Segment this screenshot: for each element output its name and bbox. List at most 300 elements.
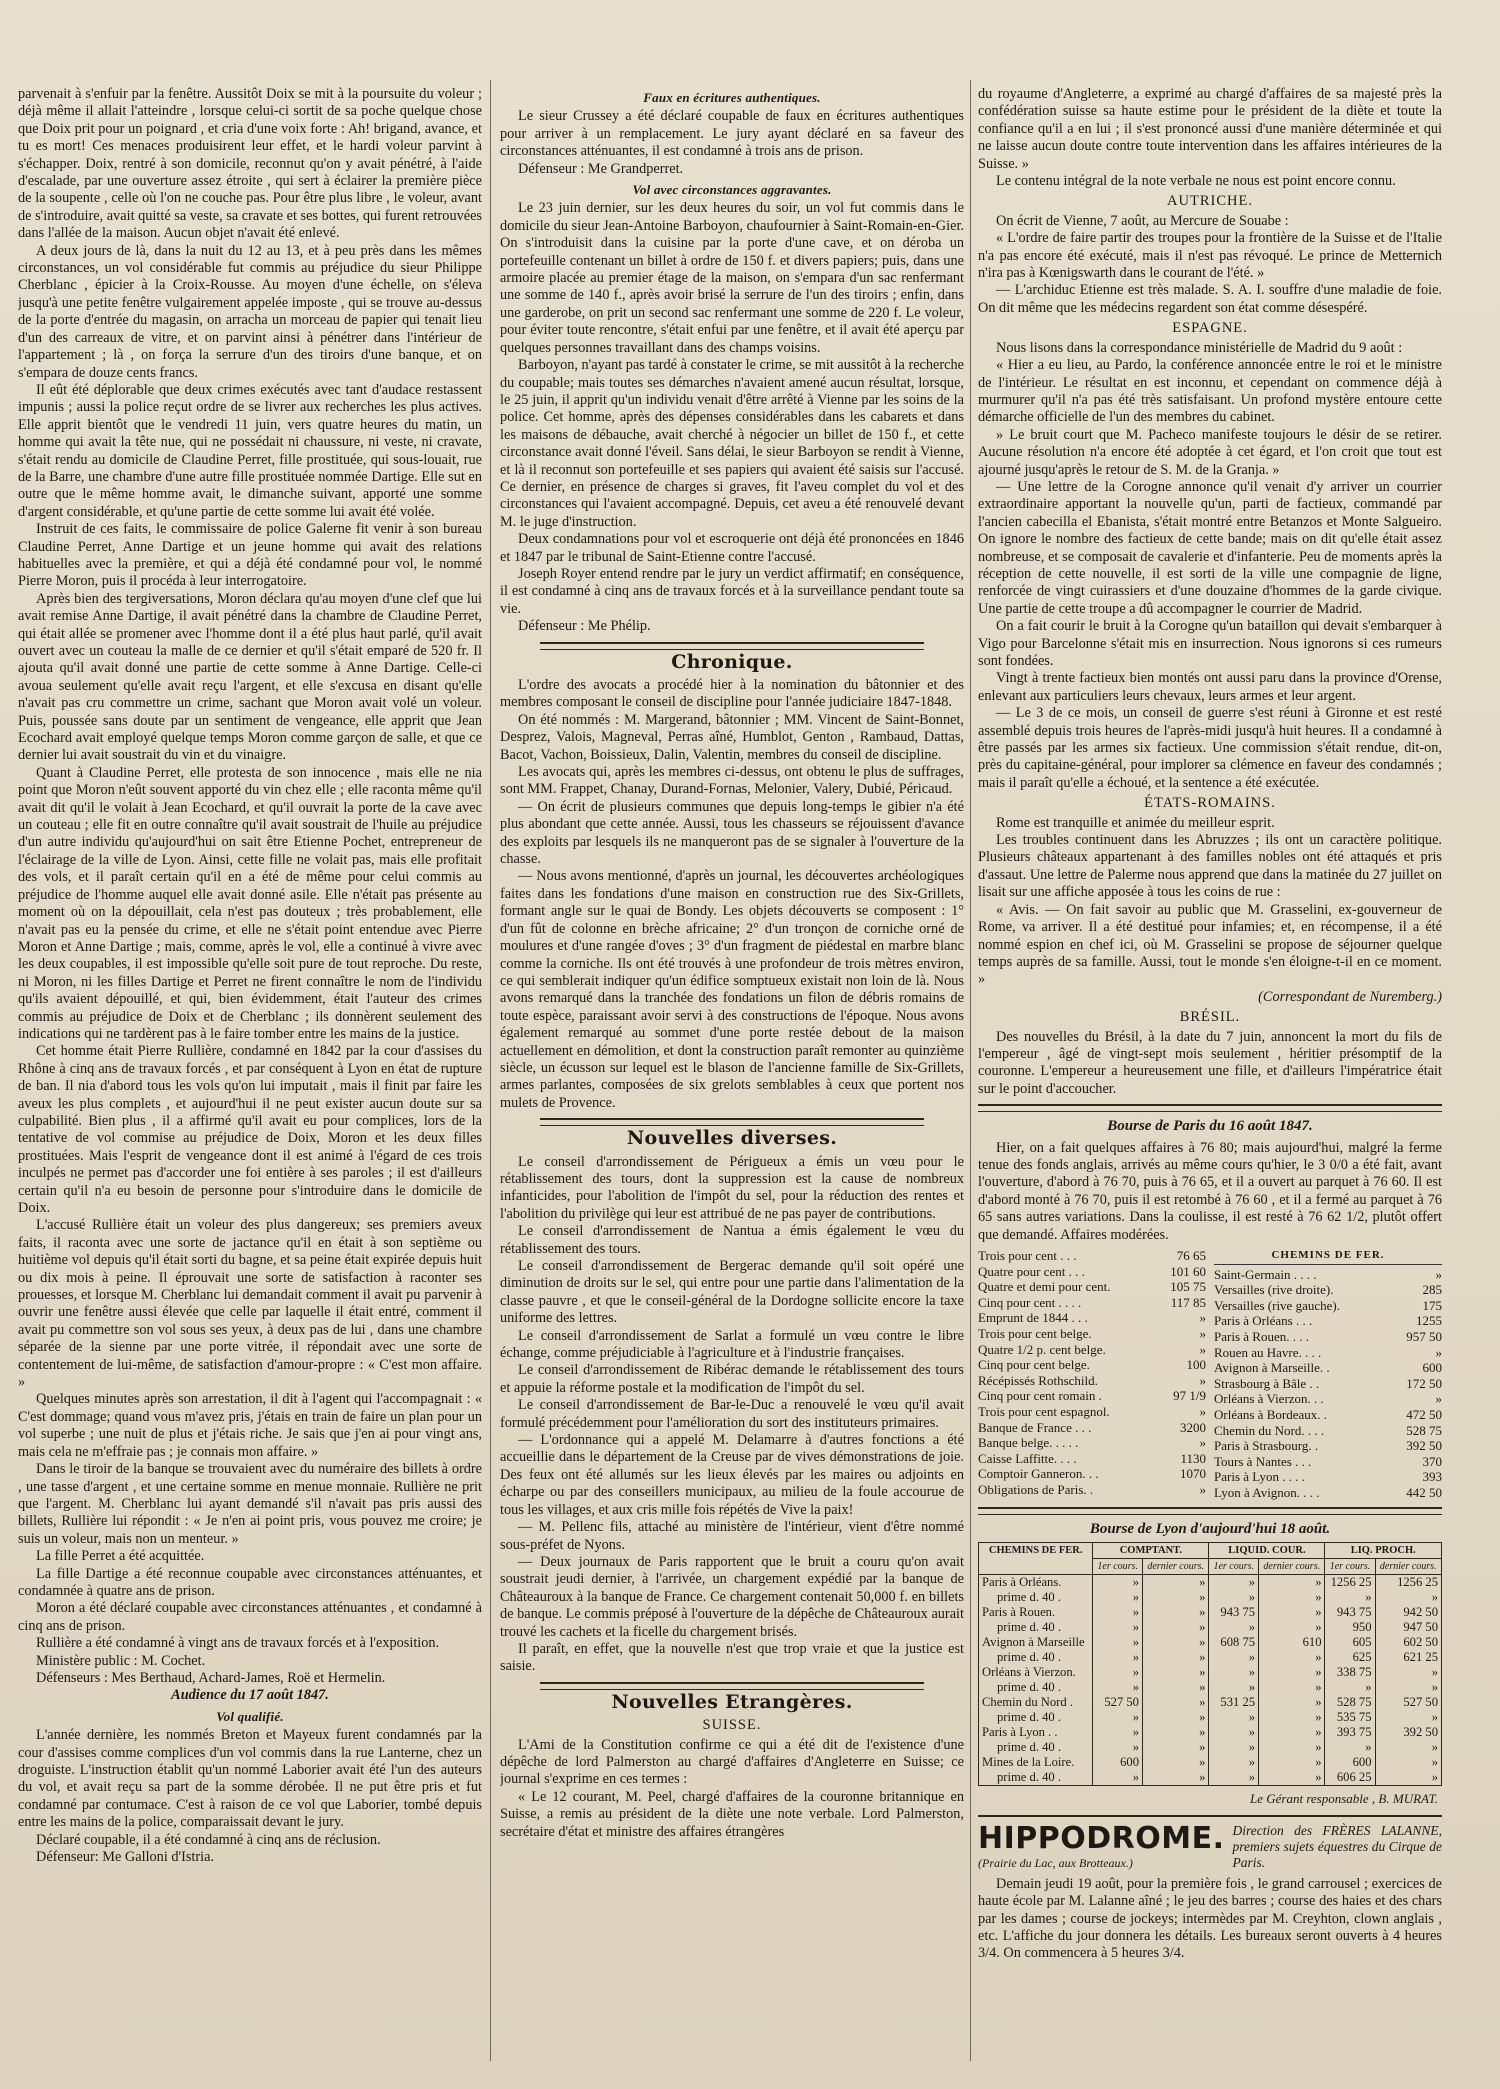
- quote-value: »: [1435, 1266, 1442, 1282]
- quote-name: Orléans à Vierzon. . .: [1214, 1391, 1324, 1407]
- table-row: [979, 1605, 1442, 1620]
- row-label: Avignon à Marseille: [979, 1635, 1093, 1650]
- paragraph: Les avocats qui, après les membres ci-dessus, ont obtenu le plus de suffrages, sont MM. Frappet, Chanay, Durand-Fornas, Melonier, Valery, Dubié, Péricaud.: [500, 764, 964, 798]
- quote-row: [978, 1466, 1206, 1482]
- table-cell: »: [1093, 1725, 1143, 1740]
- column-3: [978, 86, 1442, 2056]
- quote-value: 100: [1186, 1357, 1206, 1373]
- table-cell: »: [1142, 1620, 1208, 1635]
- quote-value: 442 50: [1406, 1484, 1442, 1500]
- paragraph: L'année dernière, les nommés Breton et Mayeux furent condamnés par la cour d'assises comme complices d'un vol commis dans la rue Lanterne, chez un droguiste. L'instruction établit qu'un nommé Laborier avait été l'un des auteurs du vol, et avait reçu sa part de la somme dérobée. Il ne put être pris et fut condamné par contumace. C'est à raison de ce vol que Laborier, tombé depuis entre les mains de la police, comparaissait devant le jury.: [18, 1727, 482, 1831]
- section-heading: Nouvelles diverses.: [626, 1127, 838, 1150]
- paragraph: Vingt à trente factieux bien montés ont aussi paru dans la province d'Orense, enlevant aux particuliers leurs chevaux, leurs armes et leur argent.: [978, 670, 1442, 704]
- country-heading: ESPAGNE.: [1172, 320, 1248, 337]
- bourse-lyon-title: Bourse de Lyon d'aujourd'hui 18 août.: [1089, 1520, 1331, 1537]
- table-row: [979, 1574, 1442, 1590]
- col-header-liquid: LIQUID. COUR.: [1209, 1542, 1325, 1558]
- quote-value: 105 75: [1170, 1279, 1206, 1295]
- table-cell: 528 75: [1325, 1695, 1375, 1710]
- section-heading: Nouvelles Etrangères.: [611, 1690, 853, 1713]
- quote-name: Trois pour cent espagnol.: [978, 1403, 1110, 1419]
- quote-row: [978, 1264, 1206, 1280]
- table-cell: »: [1093, 1574, 1143, 1590]
- quote-name: Lyon à Avignon. . . .: [1214, 1484, 1320, 1500]
- table-cell: »: [1375, 1770, 1442, 1786]
- table-cell: »: [1375, 1740, 1442, 1755]
- quote-value: 76 65: [1176, 1248, 1206, 1263]
- paragraph: parvenait à s'enfuir par la fenêtre. Aussitôt Doix se mit à la poursuite du voleur ; déjà même il allait l'atteindre , lorsque celui-ci sortit de sa poche quelque chose que Doix prit pour un poignard , et cria d'une voix forte : Ah! brigand, avance, et tu es mort! Ces menaces produisirent leur effet, et le hardi voleur parvint à s'échapper. Doix, rentré à son domicile, reconnut qu'on y avait pénétré, à l'aide d'escalade, par une ouverture assez étroite , qui sert à éclairer la première pièce de la soupente , celle où l'on ne couche pas. Pour être plus libre , le voleur, avant de s'introduire, avait quitté sa veste, sa cravate et ses bottes, qui furent retrouvées dans l'allée de la maison. Aucun objet n'avait été enlevé.: [18, 86, 482, 242]
- col-header-premier: 1er cours.: [1325, 1558, 1375, 1574]
- row-label: prime d. 40 .: [979, 1710, 1093, 1725]
- paragraph: Le conseil d'arrondissement de Bar-le-Duc a renouvelé le vœu qu'il avait formulé précédemment pour l'amélioration du sort des instituteurs primaires.: [500, 1397, 964, 1431]
- table-cell: »: [1209, 1680, 1259, 1695]
- paragraph: — Une lettre de la Corogne annonce qu'il venait d'y arriver un courrier extraordinaire apportant la nouvelle qu'un, parti de factieux, commandé par l'ancien cabecilla el Ebanista, s'était montré entre Betanzos et Monte Salgueiro. On ignore le nombre des factieux de cette bande; mais on dit qu'elle était assez nombreuse, et se composait de cavalerie et d'infanterie. Peu de moments après la réception de cette nouvelle, il est sorti de la ville une compagnie de ligne, renforcée de vingt cuirassiers et d'une douzaine d'hommes de la garde civique. Une partie de cette troupe a dû accompagner le courrier de Madrid.: [978, 478, 1442, 617]
- quote-name: Banque de France . . .: [978, 1419, 1092, 1435]
- row-label: prime d. 40 .: [979, 1620, 1093, 1635]
- quote-row: [978, 1295, 1206, 1311]
- quote-value: »: [1199, 1325, 1206, 1341]
- table-cell: »: [1142, 1725, 1208, 1740]
- table-row: [979, 1650, 1442, 1665]
- table-cell: »: [1142, 1590, 1208, 1605]
- quote-name: Paris à Strasbourg. .: [1214, 1438, 1319, 1454]
- quote-value: »: [1199, 1372, 1206, 1388]
- quote-row: [1214, 1407, 1442, 1423]
- quote-row: [978, 1342, 1206, 1358]
- quote-value: 175: [1422, 1297, 1442, 1313]
- table-cell: »: [1375, 1590, 1442, 1605]
- table-cell: »: [1209, 1574, 1259, 1590]
- section-rule: [540, 642, 924, 650]
- paragraph: Joseph Royer entend rendre par le jury un verdict affirmatif; en conséquence, il est condamné à cinq ans de travaux forcés et à la surveillance pendant toute sa vie.: [500, 565, 964, 617]
- quote-value: »: [1435, 1391, 1442, 1407]
- table-cell: »: [1142, 1680, 1208, 1695]
- table-cell: 943 75: [1325, 1605, 1375, 1620]
- table-cell: »: [1142, 1574, 1208, 1590]
- table-cell: »: [1259, 1665, 1325, 1680]
- table-cell: »: [1093, 1650, 1143, 1665]
- table-cell: »: [1325, 1680, 1375, 1695]
- quote-value: 1130: [1180, 1450, 1206, 1466]
- paragraph: — Nous avons mentionné, d'après un journal, les découvertes archéologiques faites dans les fondations d'une maison en construction rue des Six-Grillets, formant angle sur le quai de Bondy. Les objets découverts se composent : 1° d'un fût de colonne en brèche africaine; 2° d'un tronçon de corniche orné de moulures et d'une rangée d'oves ; 3° d'un fragment de piédestal en marbre blanc comme la corniche. Ils ont été trouvés à une profondeur de trois mètres environ, ce qui semblerait indiquer qu'un édifice somptueux existait non loin de là. Nous avons remarqué dans la tranchée des fondations un filon de débris romains de toute espèce, paraissant avoir servi à des constructions de l'époque. Nous avons également remarqué au sommet d'une porte restée debout de la maison actuellement en démolition, et dont la construction paraît remonter au quinzième siècle, un écusson sur lequel est le blason de l'ancienne famille de Six-Grillets, armes parlantes, composées de six grelots semblables à ceux que portent nos mulets de Provence.: [500, 868, 964, 1111]
- quote-row: [978, 1482, 1206, 1498]
- hippodrome-location: (Prairie du Lac, aux Brotteaux.): [978, 1856, 1133, 1871]
- gerant-signature: Le Gérant responsable , B. MURAT.: [1250, 1790, 1438, 1806]
- quote-name: Strasbourg à Bâle . .: [1214, 1375, 1320, 1391]
- paragraph: « L'ordre de faire partir des troupes pour la frontière de la Suisse et de l'Italie n'a pas encore été exécuté, mais il n'est pas révoqué. Le prince de Metternich n'ira pas à Kœnigswarth dans le courant de l'été. »: [978, 230, 1442, 282]
- row-label: prime d. 40 .: [979, 1590, 1093, 1605]
- quote-value: 172 50: [1406, 1375, 1442, 1391]
- hippodrome-name: HIPPODROME.: [978, 1821, 1225, 1857]
- paragraph: La fille Perret a été acquittée.: [36, 1548, 205, 1565]
- table-cell: »: [1209, 1725, 1259, 1740]
- quote-value: 117 85: [1170, 1294, 1206, 1310]
- column-divider: [490, 80, 491, 2061]
- paragraph: Quelques minutes après son arrestation, il dit à l'agent qui l'accompagnait : « C'est dommage; quand vous m'avez pris, j'étais en train de faire un plan pour un vol superbe ; une nuit de plus et j'étais riche. Je sais que j'en ai pour vingt ans, mais cela ne m'effraie pas ; je connais mon affaire. »: [18, 1391, 482, 1460]
- chemins-list: [1214, 1248, 1442, 1501]
- table-cell: »: [1093, 1605, 1143, 1620]
- table-cell: »: [1209, 1755, 1259, 1770]
- paragraph: Le conseil d'arrondissement de Bergerac demande qu'il soit opéré une diminution de droits sur le sel, qui entre pour une partie dans l'alimentation de la classe pauvre , et que le conseil-général de la Dordogne sollicite encore la taxe uniforme des lettres.: [500, 1258, 964, 1327]
- table-cell: »: [1209, 1620, 1259, 1635]
- paragraph: Défenseurs : Mes Berthaud, Achard-James, Roë et Hermelin.: [36, 1669, 386, 1686]
- correspondent-credit: (Correspondant de Nuremberg.): [1258, 988, 1442, 1005]
- table-row: [979, 1620, 1442, 1635]
- quote-name: Obligations de Paris. .: [978, 1481, 1094, 1497]
- quote-row: [1214, 1282, 1442, 1298]
- quote-value: »: [1199, 1341, 1206, 1357]
- quote-name: Cinq pour cent romain .: [978, 1388, 1102, 1404]
- quote-value: 600: [1422, 1360, 1442, 1376]
- hippodrome-text: Demain jeudi 19 août, pour la première fois , le grand carrousel ; exercices de haute école par M. Lalanne aîné ; le jeu des barres ; course des haies et des chars par les dames ; course de jockeys; intermèdes par M. Creyhton, clown anglais , etc. L'affiche du jour donnera les détails. Les bureaux seront ouverts à 4 heures 3/4. On commencera à 5 heures 3/4.: [978, 1875, 1442, 1962]
- paragraph: « Hier a eu lieu, au Pardo, la conférence annoncée entre le roi et le ministre de l'intérieur. Le résultat en est inconnu, et cependant on commence déjà à murmurer qu'il n'a pas été très satisfaisant. Un profond mystère entoure cette démarche officielle de l'un des membres du cabinet.: [978, 357, 1442, 426]
- quote-name: Orléans à Bordeaux. .: [1214, 1406, 1327, 1422]
- table-cell: 535 75: [1325, 1710, 1375, 1725]
- table-cell: »: [1209, 1740, 1259, 1755]
- quote-value: 393: [1422, 1469, 1442, 1485]
- quote-value: »: [1199, 1435, 1206, 1451]
- row-label: Paris à Lyon . .: [979, 1725, 1093, 1740]
- bourse-paris-quotes: [978, 1248, 1442, 1501]
- quote-row: [1214, 1391, 1442, 1407]
- paragraph: Ministère public : M. Cochet.: [36, 1652, 206, 1669]
- quote-row: [978, 1451, 1206, 1467]
- column-divider: [970, 80, 971, 2061]
- row-label: Mines de la Loire.: [979, 1755, 1093, 1770]
- table-cell: »: [1375, 1710, 1442, 1725]
- table-cell: »: [1142, 1605, 1208, 1620]
- quote-name: Emprunt de 1844 . . .: [978, 1310, 1088, 1326]
- paragraph: Le conseil d'arrondissement de Nantua a émis également le vœu du rétablissement des tours.: [500, 1223, 964, 1257]
- quote-row: [978, 1404, 1206, 1420]
- col-header-liqproch: LIQ. PROCH.: [1325, 1542, 1442, 1558]
- col-header-premier: 1er cours.: [1209, 1558, 1259, 1574]
- quote-name: Cinq pour cent belge.: [978, 1357, 1090, 1373]
- table-row: [979, 1680, 1442, 1695]
- paragraph: La fille Dartige a été reconnue coupable avec circonstances atténuantes, et condamnée à quatre ans de prison.: [18, 1565, 482, 1599]
- row-label: Orléans à Vierzon.: [979, 1665, 1093, 1680]
- table-cell: 392 50: [1375, 1725, 1442, 1740]
- quote-value: 370: [1422, 1453, 1442, 1469]
- table-cell: »: [1142, 1695, 1208, 1710]
- paragraph: Des nouvelles du Brésil, à la date du 7 juin, annoncent la mort du fils de l'empereur , âgé de vingt-sept mois seulement , héritier présomptif de la couronne. L'empereur a heureusement une fille, et d'ailleurs l'impératrice était sur le point d'accoucher.: [978, 1028, 1442, 1097]
- col-header-dernier: dernier cours.: [1142, 1558, 1208, 1574]
- quote-row: [978, 1373, 1206, 1389]
- table-cell: 527 50: [1375, 1695, 1442, 1710]
- quote-name: Tours à Nantes . . .: [1214, 1453, 1312, 1469]
- hippodrome-ad: [978, 1815, 1442, 1872]
- table-cell: »: [1259, 1695, 1325, 1710]
- paragraph: Déclaré coupable, il a été condamné à cinq ans de réclusion.: [36, 1831, 381, 1848]
- table-cell: »: [1209, 1590, 1259, 1605]
- table-cell: »: [1142, 1710, 1208, 1725]
- section-subtitle: Vol avec circonstances aggravantes.: [632, 182, 832, 198]
- table-cell: »: [1259, 1770, 1325, 1786]
- paragraph: Il eût été déplorable que deux crimes exécutés avec tant d'audace restassent impunis ; aussi la police reçut ordre de se livrer aux recherches les plus actives. Elle apprit bientôt que le vendredi 11 juin, vers quatre heures du matin, un homme qui avait la tête nue, qui ne possédait ni chaussure, ni veste, ni cravate, s'était rendu au domicile de Claudine Perret, fille prostituée, qui sous-louait, rue de la Barre, une chambre d'une autre fille prostituée nommée Dartige. Elle sut en outre que le même homme avait, le dimanche suivant, apporté une somme d'argent considérable, et qu'une partie de cette somme lui avait été volée.: [18, 381, 482, 520]
- table-cell: 608 75: [1209, 1635, 1259, 1650]
- table-row: [979, 1755, 1442, 1770]
- paragraph: Instruit de ces faits, le commissaire de police Galerne fit venir à son bureau Claudine Perret, Anne Dartige et un jeune homme qui avait des relations habituelles avec la première, et qui a déjà été condamné pour vol, le nommé Pierre Moron, puis il procéda à leur interrogatoire.: [18, 521, 482, 590]
- quote-name: Versailles (rive droite).: [1214, 1282, 1334, 1298]
- table-cell: 621 25: [1375, 1650, 1442, 1665]
- quote-row: [1214, 1469, 1442, 1485]
- quote-name: Caisse Laffitte. . . .: [978, 1450, 1077, 1466]
- row-label: prime d. 40 .: [979, 1740, 1093, 1755]
- country-heading: AUTRICHE.: [1167, 193, 1253, 210]
- section-rule: [978, 1104, 1442, 1112]
- quote-value: »: [1435, 1344, 1442, 1360]
- col-header-dernier: dernier cours.: [1259, 1558, 1325, 1574]
- quote-row: [978, 1326, 1206, 1342]
- paragraph: Le 23 juin dernier, sur les deux heures du soir, un vol fut commis dans le domicile du sieur Jean-Antoine Barboyon, chaufournier à Saint-Romain-en-Gier. On s'introduisit dans la cuisine par la porte d'une cave, et on déroba un portefeuille contenant un billet à ordre de 150 f. et divers papiers; puis, dans une armoire placée au premier étage de la maison, on s'empara d'un sac renfermant une somme de 140 f., après avoir brisé la serrure de l'un des tiroirs ; enfin, dans une garderobe, on prit un second sac renfermant une somme de 220 f. Le voleur, pour éviter toute rencontre, s'était enfui par une fenêtre, et il avait été aperçu par quelques personnes travaillant dans des champs voisins.: [500, 200, 964, 356]
- table-cell: »: [1259, 1620, 1325, 1635]
- table-cell: »: [1093, 1680, 1143, 1695]
- table-row: [979, 1695, 1442, 1710]
- column-1: [18, 86, 482, 2056]
- section-rule: [978, 1507, 1442, 1515]
- quote-name: Récépissés Rothschild.: [978, 1372, 1098, 1388]
- quote-name: Quatre pour cent . . .: [978, 1263, 1085, 1279]
- col-header-premier: 1er cours.: [1093, 1558, 1143, 1574]
- paragraph: Défenseur : Me Grandperret.: [518, 160, 684, 177]
- table-cell: 602 50: [1375, 1635, 1442, 1650]
- table-cell: »: [1142, 1665, 1208, 1680]
- section-subtitle: Vol qualifié.: [216, 1708, 284, 1724]
- country-heading: BRÉSIL.: [1179, 1009, 1241, 1026]
- row-label: prime d. 40 .: [979, 1680, 1093, 1695]
- quote-value: 1070: [1180, 1466, 1206, 1482]
- paragraph: « Avis. — On fait savoir au public que M. Grasselini, ex-gouverneur de Rome, va arriver. Il a été destitué pour infamies; et, en récompense, il a été nommé espion en chef ici, où M. Grasselini se propose de séjourner quelque temps auprès de sa famille. Aussi, tout le monde s'en éloigne-t-il en ce moment. »: [978, 901, 1442, 988]
- quote-name: Quatre et demi pour cent.: [978, 1279, 1111, 1295]
- paragraph: Rome est tranquille et animée du meilleur esprit.: [996, 814, 1275, 831]
- paragraph: — On écrit de plusieurs communes que depuis long-temps le gibier n'a été plus abondant que cette année. Aussi, tous les chasseurs se réjouissent d'avance des exploits par lesquels ils ne manqueront pas de se signaler à l'ouverture de la chasse.: [500, 798, 964, 868]
- bourse-paris-text: Hier, on a fait quelques affaires à 76 80; mais aujourd'hui, malgré la ferme tenue des fonds anglais, arrivés au même cours qu'hier, le 3 0/0 a été fait, avant l'ouverture, d'abord à 76 70, puis à 76 65, et il a ouvert au parquet à 76 60. Il est d'abord monté à 76 70, puis il est retombé à 76 60 , et il a fermé au parquet à 76 65 sans autres variations. Dans la coulisse, il est resté à 76 62 1/2, plutôt offert que demandé. Affaires modérées.: [978, 1139, 1442, 1243]
- paragraph: On écrit de Vienne, 7 août, au Mercure de Souabe :: [996, 212, 1289, 229]
- quote-row: [978, 1388, 1206, 1404]
- quote-value: 472 50: [1406, 1406, 1442, 1422]
- paragraph: Quant à Claudine Perret, elle protesta de son innocence , mais elle ne nia point que Moron n'eût souvent apporté du vin chez elle ; elle raconta même qu'il avait dit qu'il le volait à Jean Ecochard, et qu'il ouvrait la porte de la cave avec un couteau ; elle fit en outre connaître qu'il avait soustrait de l'huile au préjudice d'un autre individu qu'aujourd'hui on sait être Etienne Pochet, entrepreneur de l'éclairage de la ville de Lyon. Ainsi, cette fille ne volait pas, mais elle profitait des vols, et il paraît certain qu'il en a été de même pour celui commis au préjudice de l'homme auquel elle avait donné asile. Elle n'était pas présente au moment où on la dépouillait, cela n'est pas douteux ; très probablement, elle n'avait pas eu la pensée du crime, et elle ne s'était point entendue avec Pierre Moron et Anne Dartige ; mais, comme, après le vol, elle a continué à vivre avec les deux coupables, il est impossible qu'elle soit pure de tout reproche. Du reste, ni Moron, ni les filles Dartige et Perret ne firent connaître le nom de l'individu qu'ils avaient dépouillé, et qui, bien évidemment, était l'auteur des crimes commis au préjudice de Doix et de Cherblanc ; ils donnèrent seulement des indications qui ne tardèrent pas à le faire tomber entre les mains de la justice.: [18, 764, 482, 1042]
- quote-row: [978, 1310, 1206, 1326]
- paragraph: L'Ami de la Constitution confirme ce qui a été dit de l'existence d'une dépêche de lord Palmerston au chargé d'affaires d'Angleterre en Suisse; ce journal s'exprime en ces termes :: [500, 1736, 964, 1788]
- paragraph: du royaume d'Angleterre, a exprimé au chargé d'affaires de sa majesté près la confédération suisse sa haute estime pour le président de la diète et toute la confiance qu'il a en lui ; il s'est prononcé aussi d'une manière déterminée et qui ne laisse aucun doute contre toute intervention dans les affaires intérieures de la Suisse. »: [978, 86, 1442, 172]
- table-cell: 527 50: [1093, 1695, 1143, 1710]
- table-cell: »: [1259, 1710, 1325, 1725]
- table-cell: »: [1375, 1680, 1442, 1695]
- quote-name: Cinq pour cent . . . .: [978, 1294, 1082, 1310]
- table-cell: »: [1259, 1725, 1325, 1740]
- audience-date: Audience du 17 août 1847.: [171, 1687, 329, 1704]
- table-cell: 610: [1259, 1635, 1325, 1650]
- quote-name: Comptoir Ganneron. . .: [978, 1466, 1099, 1482]
- quote-value: 285: [1422, 1282, 1442, 1298]
- quote-value: 3200: [1180, 1419, 1206, 1435]
- table-cell: »: [1093, 1590, 1143, 1605]
- table-cell: »: [1093, 1710, 1143, 1725]
- paragraph: On été nommés : M. Margerand, bâtonnier ; MM. Vincent de Saint-Bonnet, Desprez, Valois, Magneval, Perras aîné, Humblot, Genton , Rambaud, Dattas, Bacot, Vachon, Boissieux, Dalin, Valentin, membres du conseil de discipline.: [500, 711, 964, 763]
- paragraph: On a fait courir le bruit à la Corogne qu'un bataillon qui devait s'embarquer à Vigo pour Barcelonne s'était mis en insurrection. Nous ignorons si ces rumeurs sont fondées.: [978, 618, 1442, 669]
- table-cell: 605: [1325, 1635, 1375, 1650]
- table-row: [979, 1725, 1442, 1740]
- paragraph: Dans le tiroir de la banque se trouvaient avec du numéraire des billets à ordre , une tasse d'argent , et une certaine somme en menue monnaie. Rullière ne prit que l'argent. M. Cherblanc lui ayant demandé s'il n'avait pas pris aussi des billets, Rullière lui répondit : « Je n'en ai point pris, vous pouvez me croire; je suis un voleur, mais non un menteur. »: [18, 1461, 482, 1547]
- table-cell: 950: [1325, 1620, 1375, 1635]
- quote-row: [978, 1248, 1206, 1264]
- quote-row: [1214, 1438, 1442, 1454]
- quote-value: 101 60: [1170, 1263, 1206, 1279]
- quote-name: Paris à Orléans . . .: [1214, 1313, 1313, 1329]
- table-cell: »: [1325, 1740, 1375, 1755]
- row-label: Paris à Rouen.: [979, 1605, 1093, 1620]
- quote-row: [1214, 1267, 1442, 1283]
- rentes-list: [978, 1248, 1206, 1501]
- paragraph: A deux jours de là, dans la nuit du 12 au 13, et à peu près dans les mêmes circonstances, un vol considérable fut commis au préjudice du sieur Philippe Cherblanc , épicier à la Croix-Rousse. Au moyen d'une échelle, on s'éleva jusqu'à une petite fenêtre vulgairement appelée imposte , qui se trouve au-dessus de la porte d'entrée du magasin, on arracha un morceau de papier qui tenait lieu d'un des carreaux de vitre, et on parvint ainsi à pénétrer dans l'intérieur de l'appartement ; là , on força la serrure d'un des tiroirs d'une banque, et on s'empara de douze cents francs.: [18, 242, 482, 381]
- table-cell: 393 75: [1325, 1725, 1375, 1740]
- paragraph: Le sieur Crussey a été déclaré coupable de faux en écritures authentiques pour arriver à un remplacement. Le jury ayant déclaré en sa faveur des circonstances atténuantes, il est condamné à trois ans de prison.: [500, 108, 964, 160]
- col-header-dernier: dernier cours.: [1375, 1558, 1442, 1574]
- quote-value: »: [1199, 1481, 1206, 1497]
- quote-name: Rouen au Havre. . . .: [1214, 1344, 1322, 1360]
- table-cell: 531 25: [1209, 1695, 1259, 1710]
- table-cell: »: [1093, 1665, 1143, 1680]
- table-cell: »: [1093, 1770, 1143, 1786]
- bourse-lyon-table: [978, 1542, 1442, 1786]
- table-cell: 338 75: [1325, 1665, 1375, 1680]
- paragraph: » Le bruit court que M. Pacheco manifeste toujours le désir de se retirer. Aucune résolution n'a encore été adoptée à cet égard, et l'on croit que tout est ajourné jusqu'après le retour de S. M. de la Granja. »: [978, 426, 1442, 478]
- table-cell: 625: [1325, 1650, 1375, 1665]
- section-rule: [540, 1682, 924, 1690]
- quote-row: [1214, 1345, 1442, 1361]
- paragraph: Cet homme était Pierre Rullière, condamné en 1842 par la cour d'assises du Rhône à cinq ans de travaux forcés , et par conséquent à Lyon en état de rupture de ban. Il nia d'abord tous les vols qu'on lui imputait , mais il finit par faire les aveux les plus complets , et aujourd'hui il ne peut exister aucun doute sur sa culpabilité. Bien plus , il a affirmé qu'il avait eu pour complices, lors de la tentative de vol commise au préjudice de Doix, Moron et les deux filles prostituées. Mais l'esprit de vengeance dont il est animé à l'égard de ces trois inculpés ne permet pas d'accorder une foi entière à ses paroles ; il est d'ailleurs certain qu'il n'a eu besoin de personne pour s'introduire dans le domicile de Doix.: [18, 1043, 482, 1216]
- table-cell: »: [1325, 1590, 1375, 1605]
- paragraph: Après bien des tergiversations, Moron déclara qu'au moyen d'une clef que lui avait remise Anne Dartige, il avait pénétré dans la chambre de Claudine Perret, qui était allée se promener avec l'homme dont il a été plus haut parlé, qu'il avait ouvert avec un couteau la malle de ce dernier et qu'il s'était emparé de 520 fr. Il ajouta qu'il avait donné une partie de cette somme à Anne Dartige. Celle-ci avoua seulement qu'elle avait reçu l'argent, et elle s'excusa en disant qu'elle n'avait pas cru commettre un crime, sachant que Moron avait volé un voleur. Puis, poussée sans doute par un sentiment de vengeance, elle apprit que Jean Ecochard avait employé quelque temps Moron comme garçon de salle, et que ce dernier lui avait soustrait du vin et du vinaigre.: [18, 590, 482, 764]
- table-cell: »: [1142, 1650, 1208, 1665]
- paragraph: Le conseil d'arrondissement de Ribérac demande le rétablissement des tours et appuie la réforme postale et la modification de l'impôt du sel.: [500, 1362, 964, 1396]
- country-heading: ÉTATS-ROMAINS.: [1144, 795, 1276, 812]
- table-cell: 600: [1325, 1755, 1375, 1770]
- quote-name: Chemin du Nord. . . .: [1214, 1422, 1325, 1438]
- table-cell: »: [1209, 1665, 1259, 1680]
- quote-row: [978, 1357, 1206, 1373]
- column-2: [500, 86, 964, 2056]
- table-cell: 600: [1093, 1755, 1143, 1770]
- table-cell: »: [1142, 1740, 1208, 1755]
- paragraph: Nous lisons dans la correspondance ministérielle de Madrid du 9 août :: [996, 339, 1403, 356]
- table-cell: »: [1093, 1635, 1143, 1650]
- section-heading: Chronique.: [671, 650, 793, 673]
- table-row: [979, 1770, 1442, 1786]
- table-cell: »: [1093, 1620, 1143, 1635]
- paragraph: Il paraît, en effet, que la nouvelle n'est que trop vraie et que la justice est saisie.: [500, 1640, 964, 1675]
- quote-name: Saint-Germain . . . .: [1214, 1266, 1317, 1282]
- chemins-heading: CHEMINS DE FER.: [1214, 1248, 1442, 1265]
- quote-row: [1214, 1454, 1442, 1470]
- quote-value: »: [1199, 1310, 1206, 1326]
- table-cell: 942 50: [1375, 1605, 1442, 1620]
- table-cell: »: [1259, 1574, 1325, 1590]
- paragraph: — L'ordonnance qui a appelé M. Delamarre à d'autres fonctions a été accueillie dans le département de la Creuse par de vives démonstrations de joie. Des feux ont été allumés sur les lieux élevés par les maires ou adjoints en écharpe ou par des conseillers municipaux, au milieu de la foule accourue de tous les villages, et aux cris mille fois répétés de Vive la paix!: [500, 1432, 964, 1518]
- hippodrome-direction: Direction des FRÈRES LALANNE, premiers sujets équestres du Cirque de Paris.: [1232, 1823, 1442, 1871]
- paragraph: Moron a été déclaré coupable avec circonstances atténuantes , et condamné à cinq ans de prison.: [18, 1600, 482, 1634]
- section-rule: [540, 1118, 924, 1126]
- table-row: [979, 1740, 1442, 1755]
- table-cell: 943 75: [1209, 1605, 1259, 1620]
- table-cell: 606 25: [1325, 1770, 1375, 1786]
- quote-name: Trois pour cent . . .: [978, 1248, 1077, 1263]
- quote-row: [1214, 1485, 1442, 1501]
- paragraph: Le contenu intégral de la note verbale ne nous est point encore connu.: [996, 173, 1396, 190]
- quote-row: [978, 1420, 1206, 1436]
- table-row: [979, 1590, 1442, 1605]
- paragraph: Rullière a été condamné à vingt ans de travaux forcés et à l'exposition.: [36, 1635, 440, 1652]
- table-cell: »: [1142, 1635, 1208, 1650]
- table-cell: 1256 25: [1375, 1574, 1442, 1590]
- table-row: [979, 1635, 1442, 1650]
- bourse-paris-title: Bourse de Paris du 16 août 1847.: [1107, 1118, 1313, 1135]
- row-label: prime d. 40 .: [979, 1650, 1093, 1665]
- row-label: Paris à Orléans.: [979, 1574, 1093, 1590]
- paragraph: « Le 12 courant, M. Peel, chargé d'affaires de la couronne britannique en Suisse, a remis au président de la diète une note verbale. Lord Palmerston, secrétaire d'état et ministre des affaires étrangères: [500, 1788, 964, 1840]
- paragraph: Deux condamnations pour vol et escroquerie ont déjà été prononcées en 1846 et 1847 par le tribunal de Saint-Etienne contre l'accusé.: [500, 531, 964, 565]
- quote-row: [1214, 1376, 1442, 1392]
- table-cell: »: [1142, 1755, 1208, 1770]
- paragraph: Les troubles continuent dans les Abruzzes ; ils ont un caractère politique. Plusieurs châteaux appartenant à des familles nobles ont été attaqués et pris d'assaut. Une lettre de Palerme nous apprend que dans la matinée du 27 juillet on lisait sur une affiche apposée à tous les coins de rue :: [978, 832, 1442, 901]
- quote-name: Quatre 1/2 p. cent belge.: [978, 1341, 1106, 1357]
- quote-name: Avignon à Marseille. .: [1214, 1360, 1330, 1376]
- table-cell: 1256 25: [1325, 1574, 1375, 1590]
- quote-name: Paris à Rouen. . . .: [1214, 1328, 1309, 1344]
- paragraph: L'ordre des avocats a procédé hier à la nomination du bâtonnier et des membres composant le conseil de discipline pour l'année judiciaire 1847-1848.: [500, 677, 964, 711]
- table-cell: »: [1209, 1710, 1259, 1725]
- row-label: prime d. 40 .: [979, 1770, 1093, 1786]
- table-cell: 947 50: [1375, 1620, 1442, 1635]
- quote-row: [978, 1435, 1206, 1451]
- table-cell: »: [1259, 1590, 1325, 1605]
- quote-value: 1255: [1416, 1313, 1442, 1329]
- table-cell: »: [1142, 1770, 1208, 1786]
- table-row: [979, 1710, 1442, 1725]
- table-cell: »: [1259, 1680, 1325, 1695]
- quote-value: »: [1199, 1403, 1206, 1419]
- quote-name: Banque belge. . . . .: [978, 1435, 1079, 1451]
- table-cell: »: [1259, 1755, 1325, 1770]
- table-cell: »: [1209, 1770, 1259, 1786]
- table-cell: »: [1209, 1650, 1259, 1665]
- paragraph: Barboyon, n'ayant pas tardé à constater le crime, se mit aussitôt à la recherche du coupable; mais toutes ses démarches n'avaient amené aucun résultat, lorsque, le 25 juin, il apprit qu'un individu venait d'être arrêté à Vienne par les soins de la police. Cet homme, après des dépenses considérables dans les cabarets et dans les maisons de débauche, avait cherché à négocier un billet de 150 f., et cette circonstance avait donné l'éveil. Sans délai, le sieur Barboyon se rendit à Vienne, et là il reconnut son portefeuille et ses papiers qui avaient été saisis sur l'accusé. Ce dernier, en présence de charges si graves, fit l'aveu complet du vol et des circonstances qui l'avaient accompagné. Depuis, cet aveu a été renouvelé devant M. le juge d'instruction.: [500, 357, 964, 530]
- quote-name: Trois pour cent belge.: [978, 1325, 1092, 1341]
- paragraph: — M. Pellenc fils, attaché au ministère de l'intérieur, vient d'être nommé sous-préfet de Nyons.: [500, 1519, 964, 1553]
- paragraph: — L'archiduc Etienne est très malade. S. A. I. souffre d'une maladie de foie. On dit même que les médecins regardent son état comme désespéré.: [978, 282, 1442, 316]
- quote-row: [1214, 1423, 1442, 1439]
- paragraph: L'accusé Rullière était un voleur des plus dangereux; ses premiers aveux faits, il raconta avec une sorte de jactance qu'il en était à son septième ou huitième vol depuis qu'il était sorti du bagne, et sa peine était expirée depuis huit ou dix mois à peine. Il éprouvait une sorte de satisfaction à raconter ses prouesses, et lorsque M. Cherblanc lui demandait comment il avait pu parvenir à ouvrir une fenêtre aussi élevée que celle par laquelle il était entré, comment il avait pu commettre son vol sous ses yeux, à deux pas de lui , dans une chambre séparée de la sienne par une porte vitrée, il répondait avec une sorte de contentement de lui-même, de satisfaction d'amour-propre : « C'est mon affaire. »: [18, 1217, 482, 1391]
- quote-row: [1214, 1313, 1442, 1329]
- col-header-comptant: COMPTANT.: [1093, 1542, 1209, 1558]
- paragraph: Défenseur : Me Phélip.: [518, 618, 651, 635]
- table-cell: »: [1093, 1740, 1143, 1755]
- paragraph: — Deux journaux de Paris rapportent que le bruit a couru qu'on avait soustrait jeudi dernier, à l'arrivée, un chargement expédié par la banque de Châteauroux à la banque de France. Ce chargement contenait 50,000 f. en billets de banque. Le commis préposé à l'ouverture de la dépêche de Châteauroux aurait trouvé les cachets et la ficelle du chargement brisés.: [500, 1553, 964, 1640]
- table-cell: »: [1259, 1650, 1325, 1665]
- table-cell: »: [1259, 1605, 1325, 1620]
- quote-name: Paris à Lyon . . . .: [1214, 1469, 1305, 1485]
- table-row: [979, 1665, 1442, 1680]
- quote-row: [1214, 1298, 1442, 1314]
- country-heading: SUISSE.: [702, 1717, 762, 1734]
- row-label: Chemin du Nord .: [979, 1695, 1093, 1710]
- quote-row: [1214, 1360, 1442, 1376]
- paragraph: Le conseil d'arrondissement de Périgueux a émis un vœu pour le rétablissement des tours, dont la suppression est la cause de nombreux infanticides, pour l'abolition de l'impôt du sel, pour la réduction des rentes et l'abolition du privilège qui leur est attribué de ne pas payer de contributions.: [500, 1153, 964, 1222]
- table-cell: »: [1375, 1755, 1442, 1770]
- table-cell: »: [1259, 1740, 1325, 1755]
- quote-value: 392 50: [1406, 1438, 1442, 1454]
- paragraph: Le conseil d'arrondissement de Sarlat a formulé un vœu contre le libre échange, comme préjudiciable à l'agriculture et à l'industrie françaises.: [500, 1327, 964, 1362]
